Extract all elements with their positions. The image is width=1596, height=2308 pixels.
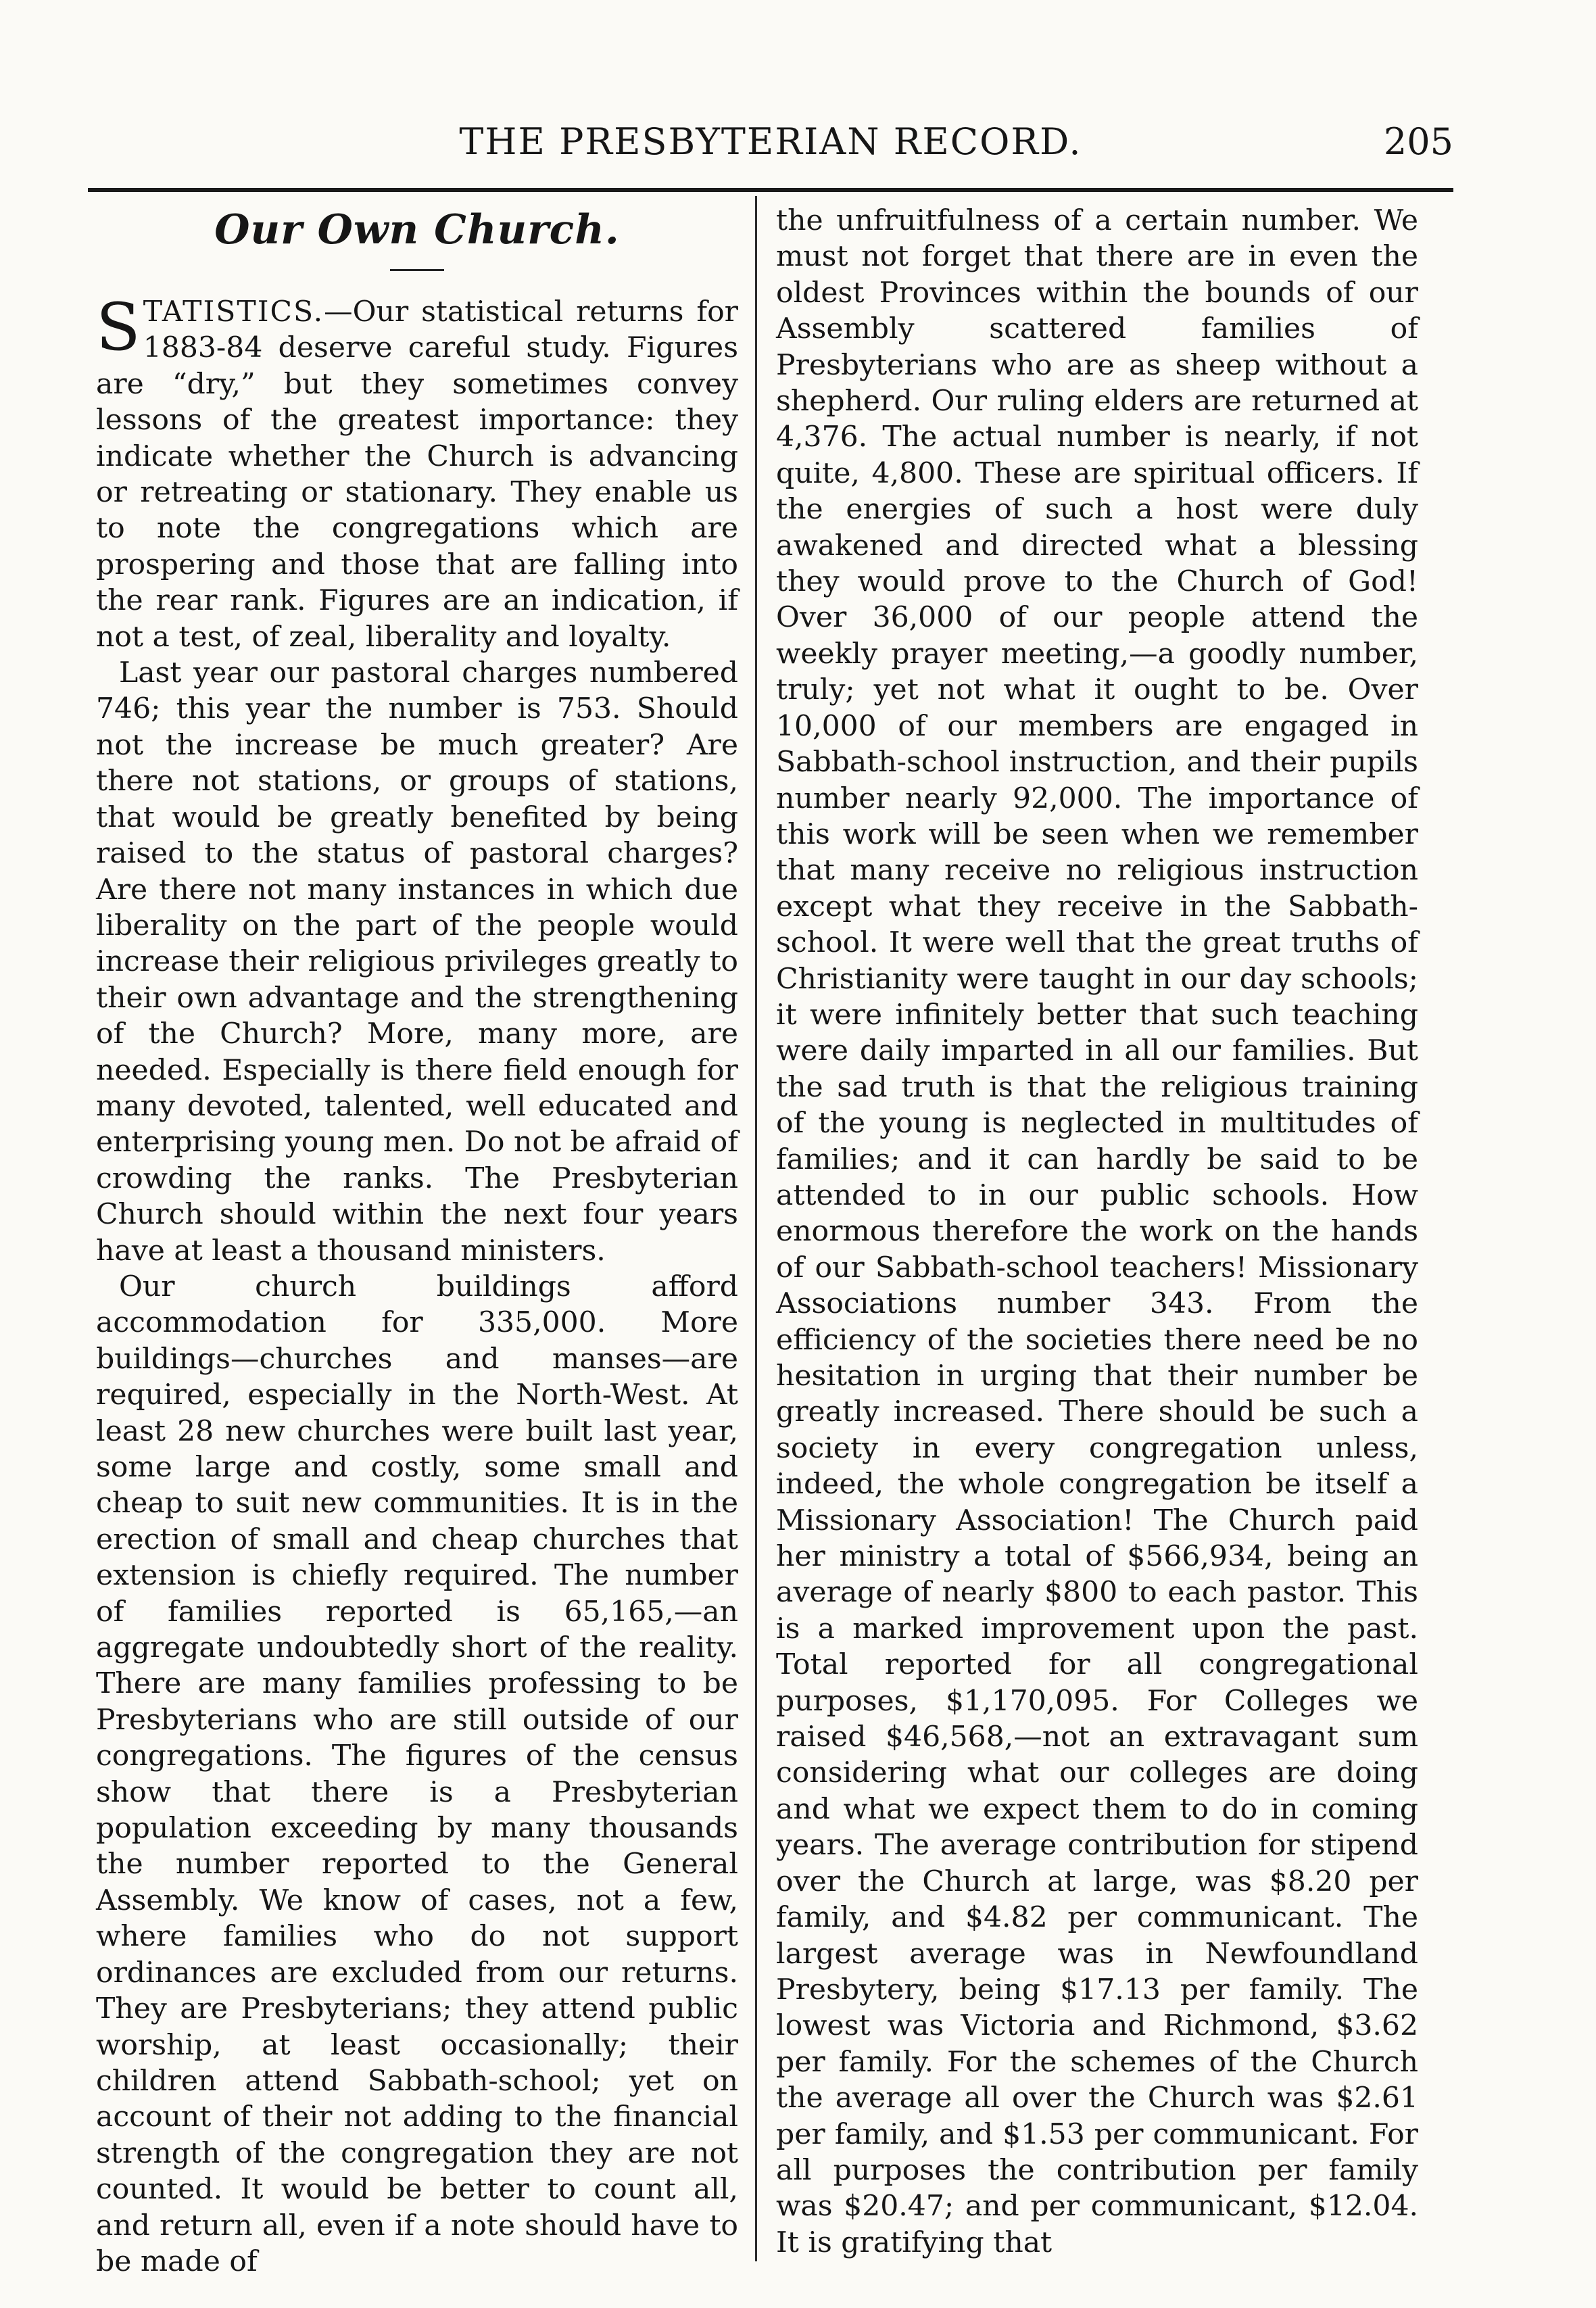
title-rule — [390, 269, 444, 271]
right-column — [776, 203, 1418, 2261]
running-title: THE PRESBYTERIAN RECORD. — [459, 120, 1082, 163]
header-rule — [88, 188, 1453, 192]
page-number: 205 — [1383, 120, 1453, 163]
drop-cap: S — [96, 289, 141, 365]
paragraph-1 — [96, 289, 738, 655]
lead-word: TATISTICS. — [143, 295, 324, 329]
paragraph-4: the unfruitfulness of a certain number. We must not forget that there are in even the oldest Provinces within the bounds of our Assembly scattered families of Presbyterians who are as sheep without a shepherd. Our ruling elders are returned at 4,376. The actual number is nearly, if not quite, 4,800. These are spiritual officers. If the energies of such a host were duly awakened and directed what a blessing they would prove to the Church of God! Over 36,000 of our people attend the weekly prayer meeting,—a goodly number, truly; yet not what it ought to be. Over 10,000 of our members are engaged in Sabbath-school instruction, and their pupils number nearly 92,000. The importance of this work will be seen when we remember that many receive no religious instruction except what they receive in the Sabbath-school. It were well that the great truths of Christianity were taught in our day schools; it were infinitely better that such teaching were daily imparted in all our families. But the sad truth is that the religious training of the young is neglected in multitudes of families; and it can hardly be said to be attended to in our public schools. How enormous therefore the work on the hands of our Sabbath-school teachers! Missionary Associations number 343. From the efficiency of the societies there need be no hesitation in urging that their number be greatly increased. There should be such a society in every congregation unless, indeed, the whole congregation be itself a Missionary Association! The Church paid her ministry a total of $566,934, being an average of nearly $800 to each pastor. This is a marked improvement upon the past. Total reported for all congregational purposes, $1,170,095. For Colleges we raised $46,568,—not an extravagant sum considering what our colleges are doing and what we expect them to do in coming years. The average contribution for stipend over the Church at large, was $8.20 per family, and $4.82 per communicant. The largest average was in Newfoundland Presbytery, being $17.13 per family. The lowest was Victoria and Richmond, $3.62 per family. For the schemes of the Church the average all over the Church was $2.61 per family, and $1.53 per communicant. For all purposes the contribution per family was $20.47; and per communicant, $12.04. It is gratifying that — [776, 204, 1418, 2259]
paragraph-3: Our church buildings afford accommodation for 335,000. More buildings—churches and manses—are required, especially in the North-West. At least 28 new churches were built last year, some large and costly, some small and cheap to suit new communities. It is in the erection of small and cheap churches that extension is chiefly required. The number of families reported is 65,165,—an aggregate undoubtedly short of the reality. There are many families professing to be Presbyterians who are still outside of our congregations. The figures of the census show that there is a Presbyterian population exceeding by many thousands the number reported to the General Assembly. We know of cases, not a few, where families who do not support ordinances are excluded from our returns. They are Presbyterians; they attend public worship, at least occasionally; their children attend Sabbath-school; yet on account of their not adding to the financial strength of the congregation they are not counted. It would be better to count all, and return all, even if a note should have to be made of — [96, 1270, 738, 2278]
page-header — [88, 115, 1453, 169]
paragraph-text: —Our statistical returns for 1883-84 deserve careful study. Figures are “dry,” but they sometimes convey lessons of the greatest importance: they indicate whether the Church is advancing or retreating or stationary. They enable us to note the congregations which are prospering and those that are falling into the rear rank. Figures are an indication, if not a test, of zeal, liberality and loyalty. — [96, 295, 738, 654]
section-title: Our Own Church. — [214, 206, 620, 254]
paragraph-2: Last year our pastoral charges numbered 746; this year the number is 753. Should not the increase be much greater? Are there not stations, or groups of stations, that would be greatly benefited by being raised to the status of pastoral charges? Are there not many instances in which due liberality on the part of the people would increase their religious privileges greatly to their own advantage and the strengthening of the Church? More, many more, are needed. Especially is there field enough for many devoted, talented, well educated and enterprising young men. Do not be afraid of crowding the ranks. The Presbyterian Church should within the next four years have at least a thousand ministers. — [96, 656, 738, 1268]
left-column — [96, 203, 738, 2280]
column-divider — [755, 196, 757, 2261]
